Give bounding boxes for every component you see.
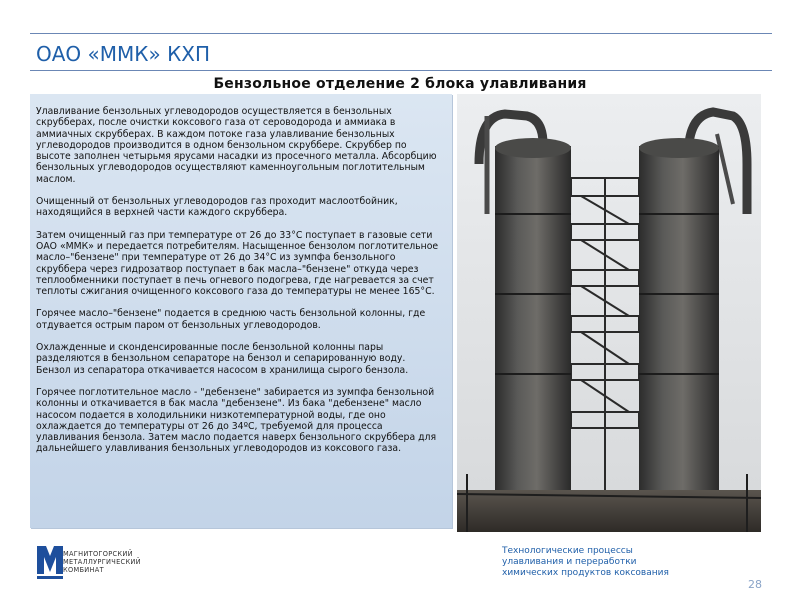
description-panel bbox=[30, 94, 452, 528]
paragraph-absorption: Улавливание бензольных углеводородов осуществляется в бензольных скрубберах, после очистки коксового газа от сероводорода и аммиака в аммиачных скрубберах. В каждом потоке газа улавливание бензольных углеводородов производится в одном бензольном скруббере. Скруббер по высоте заполнен четырьмя ярусами насадки из просечного металла. Абсорбцию бензольных углеводородов осуществляют каменноугольным поглотительным маслом. bbox=[36, 106, 437, 185]
paragraph-heating: Затем очищенный газ при температуре от 26 до 33°С поступает в газовые сети ОАО «ММК» и передается потребителям. Насыщенное бензолом поглотительное масло–"бензене" при температуре от 26 до 34°С из зумпфа бензольного скруббера через гидрозатвор поступает в бак масла–"бензене" откуда через теплообменники поступает в печь огневого подогрева, где нагревается за счет теплоты сжигания очищенного коксового газа до температуры не менее 165°С. bbox=[36, 229, 439, 298]
footer-line-2: улавливания и переработки bbox=[502, 557, 637, 568]
footer-caption bbox=[502, 546, 669, 580]
paragraph-condensation: Охлажденные и сконденсированные после бензольной колонны пары разделяются в бензольном сепараторе на бензол и сепарированную воду. Бензол из сепаратора откачивается насосом в хранилища сырого бензола. bbox=[36, 342, 409, 376]
footer-line-1: Технологические процессы bbox=[502, 546, 633, 556]
logo-text bbox=[63, 550, 141, 574]
footer-line-3: химических продуктов коксования bbox=[502, 568, 669, 579]
slide-subtitle: Бензольное отделение 2 блока улавливания bbox=[213, 76, 587, 92]
slide-title: ОАО «ММК» КХП bbox=[36, 42, 211, 66]
paragraph-separator: Очищенный от бензольных углеводородов газ проходит маслоотбойник, находящийся в верхней части каждого скруббера. bbox=[36, 196, 398, 219]
logo-line-3: КОМБИНАТ bbox=[63, 566, 104, 574]
paragraph-column: Горячее масло–"бензене" подается в среднюю часть бензольной колонны, где отдувается острым паром от бензольных углеводородов. bbox=[36, 308, 426, 331]
scrubber-illustration bbox=[457, 94, 761, 532]
page-number: 28 bbox=[748, 578, 762, 591]
top-rule bbox=[30, 33, 772, 34]
logo-mark-icon bbox=[37, 546, 63, 579]
scrubber-photo bbox=[457, 94, 761, 532]
logo-line-2: МЕТАЛЛУРГИЧЕСКИЙ bbox=[63, 558, 141, 566]
logo-line-1: МАГНИТОГОРСКИЙ bbox=[63, 550, 133, 558]
paragraph-cooling: Горячее поглотительное масло - "дебензене" забирается из зумпфа бензольной колонны и откачивается в бак масла "дебензене". Из бака "дебензене" масло насосом подается в холодильники низкотемпературной воды, где оно охлаждается до температуры от 26 до 34ºС, требуемой для процесса улавливания бензола. Затем масло подается наверх бензольного скруббера для дальнейшего улавливания бензольных углеводородов из коксового газа. bbox=[36, 386, 437, 455]
title-rule bbox=[30, 70, 772, 71]
